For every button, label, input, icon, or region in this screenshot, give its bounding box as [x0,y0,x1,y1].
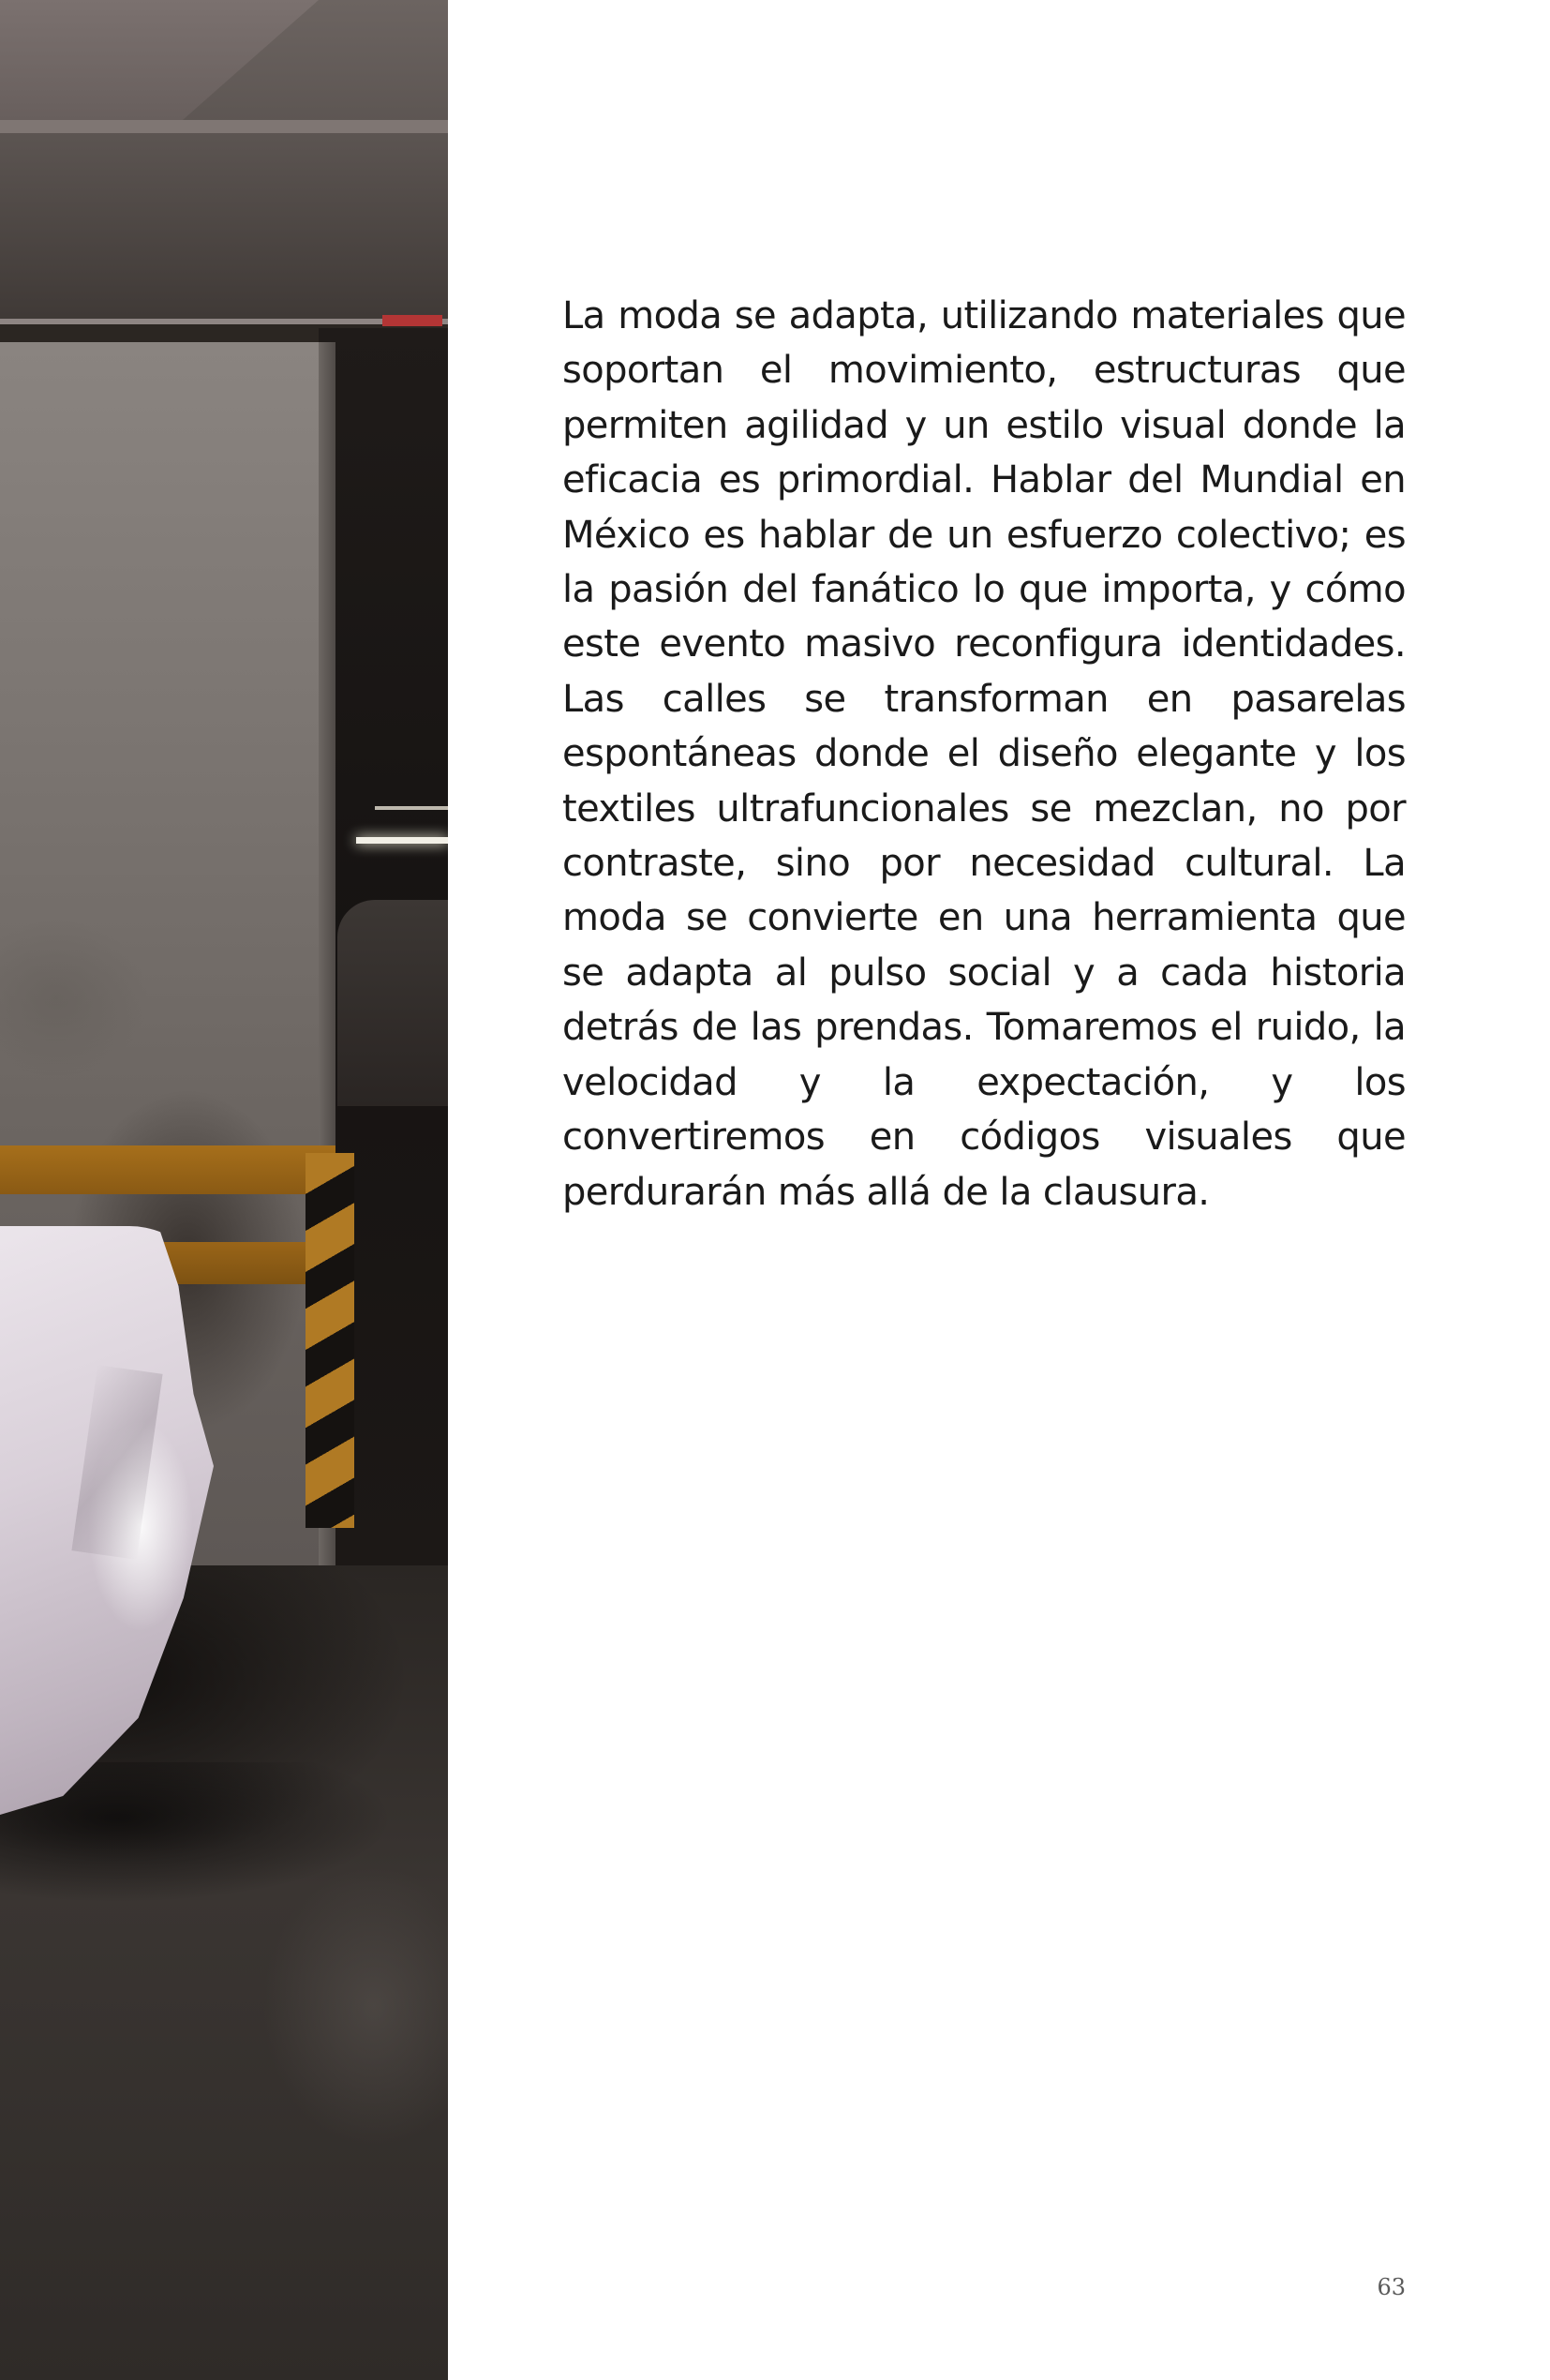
photo-pipe-tag [382,315,442,326]
photo-ceiling-beam [0,120,448,133]
parking-garage-photo [0,0,448,2380]
photo-floor-light [262,1865,448,2147]
photo-parked-car [337,900,448,1106]
body-paragraph: La moda se adapta, utilizando materiales que soportan el movimiento, estructuras que permiten agilidad y un estilo visual donde la eficacia es primordial. Hablar del Mundial en México es hablar de un esfuerzo colectivo; es la pasión del fanático lo que importa, y cómo este evento masivo reconfigura identidades. Las calles se transforman en pasarelas espontáneas donde el diseño elegante y los textiles ultrafuncionales se mezclan, no por contraste, sino por necesidad cultural. La moda se convierte en una herramienta que se adapta al pulso social y a cada historia detrás de las prendas. Tomaremos el ruido, la velocidad y la expectación, y los convertiremos en códigos visuales que perdurarán más allá de la clausura. [562,294,1406,1214]
photo-light-strip [356,837,448,844]
photo-hazard-stripes [306,1153,354,1528]
photo-light-strip-far [375,806,448,810]
photo-yellow-band [0,1145,335,1194]
page-number: 63 [1377,2274,1406,2300]
photo-pipe [0,319,448,324]
